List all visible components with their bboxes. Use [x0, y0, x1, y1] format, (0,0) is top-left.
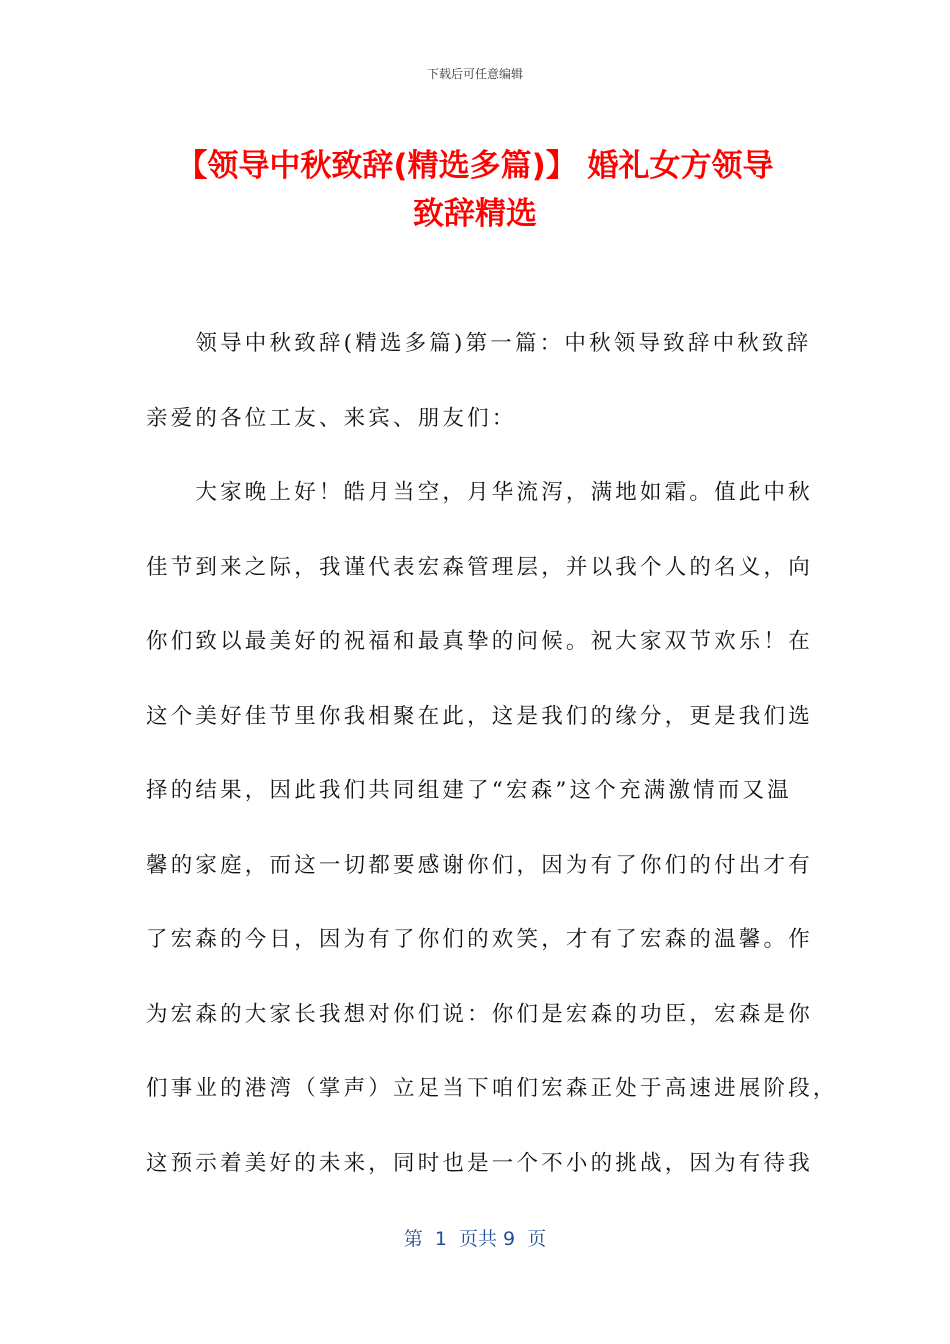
body-line: 了宏森的今日，因为有了你们的欢笑，才有了宏森的温馨。作	[146, 927, 813, 952]
body-line: 馨的家庭，而这一切都要感谢你们，因为有了你们的付出才有	[146, 852, 813, 878]
body-text	[146, 322, 838, 1216]
body-line: 为宏森的大家长我想对你们说：你们是宏森的功臣，宏森是你	[146, 1001, 813, 1027]
title-line-1: 【领导中秋致辞(精选多篇)】 婚礼女方领导	[176, 148, 774, 184]
body-line: 你们致以最美好的祝福和最真挚的问候。祝大家双节欢乐！在	[146, 629, 813, 654]
body-line: 这预示着美好的未来，同时也是一个不小的挑战，因为有待我	[146, 1150, 813, 1176]
header-note: 下载后可任意编辑	[426, 67, 523, 81]
page-number-footer: 第 1 页共 9 页	[403, 1228, 547, 1250]
body-line: 领导中秋致辞(精选多篇)第一篇：中秋领导致辞中秋致辞	[146, 331, 812, 356]
body-line: 这个美好佳节里你我相聚在此，这是我们的缘分，更是我们选	[146, 703, 813, 729]
body-line: 佳节到来之际，我谨代表宏森管理层，并以我个人的名义，向	[146, 554, 813, 580]
body-line: 亲爱的各位工友、来宾、朋友们：	[146, 405, 517, 431]
document-title	[100, 142, 850, 238]
body-line: 们事业的港湾（掌声）立足当下咱们宏森正处于高速进展阶段，	[146, 1076, 838, 1101]
title-line-2: 致辞精选	[413, 196, 537, 232]
body-line: 大家晚上好！皓月当空，月华流泻，满地如霜。值此中秋	[146, 480, 813, 505]
body-line: 择的结果，因此我们共同组建了“宏森”这个充满激情而又温	[146, 778, 792, 803]
